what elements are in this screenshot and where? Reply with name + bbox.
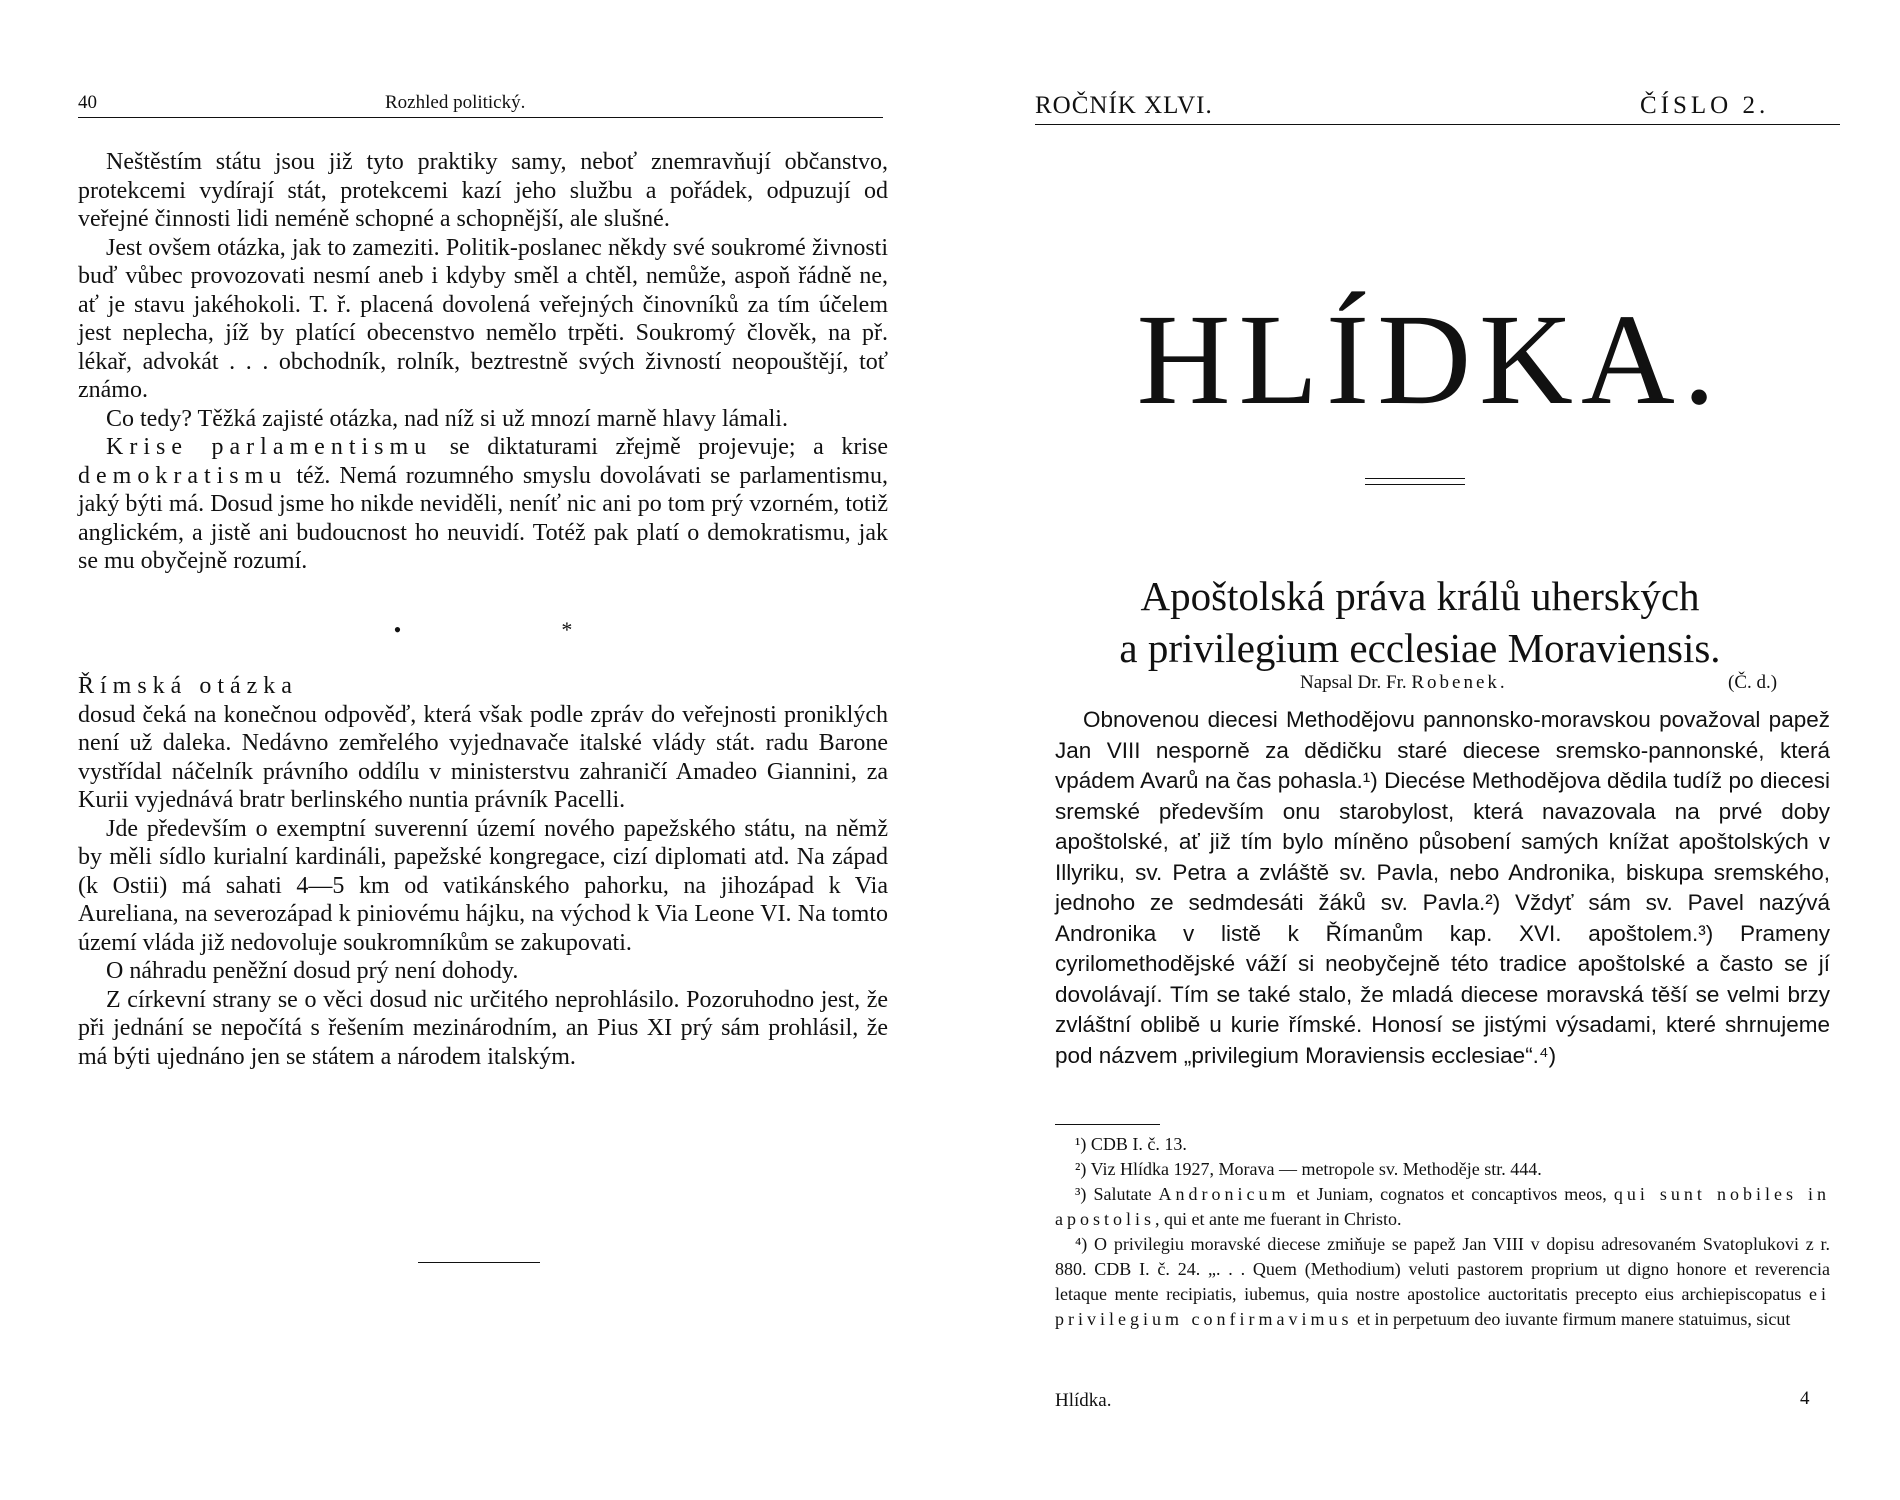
continuation-note: (Č. d.) [1728,672,1778,693]
article-title-line: Apoštolská práva králů uherských [1140,573,1700,619]
header-rule-right [1035,124,1840,125]
spaced-term: qui sunt nobiles in apostolis [1055,1184,1831,1229]
footnote-text: , qui et ante me fuerant in Christo. [1155,1209,1402,1229]
spaced-term: demokratismu [78,462,288,489]
footnote [1055,1232,1830,1332]
left-body [78,148,888,1071]
footnote-text: ³) Salutate [1075,1184,1159,1204]
dot-glyph: • [393,616,402,642]
paragraph: Z církevní strany se o věci dosud nic určitého neprohlásilo. Pozoruhodno jest, že při jednání se nepočítá s řešením mezinárodním, an Pius XI prý sám prohlásil, že má býti ujednáno jen se státem a národem italským. [78,986,888,1070]
article-title [1035,570,1805,674]
header-rule-left [78,117,883,118]
article-body [1055,705,1830,1071]
footnotes [1055,1132,1830,1332]
krise-text: se diktaturami zřejmě projevuje; a krise [432,434,888,460]
paragraph: Jest ovšem otázka, jak to zameziti. Politik-poslanec někdy své soukromé živnosti buď vůbec provozovati nesmí aneb i kdyby směl a chtěl, nemůže, aspoň řádně ne, ať je stavu jakéhokoli. T. ř. placená dovolená veřejných činovníků za tím účelem jest neplecha, jíž by platící obecenstvo nemělo trpěti. Soukromý člověk, na př. lékař, advokát . . . obchodník, rolník, beztrestně svých živností neopouštějí, toť známo. [78,234,888,403]
footnote: ¹) CDB I. č. 13. [1075,1134,1187,1154]
issue-header: ČÍSLO 2. [1640,92,1770,119]
masthead: HLÍDKA. [1136,288,1724,432]
paragraph: Neštěstím státu jsou již tyto praktiky samy, neboť znemravňují občanstvo, protekcemi vydírají stát, protekcemi kazí jeho službu a pořádek, odpuzují od veřejné činnosti lidi neméně schopné a schopnější, ale slušné. [78,149,888,232]
paragraph: Co tedy? Těžká zajisté otázka, nad níž si už mnozí marně hlavy lámali. [106,405,788,432]
paragraph: Jde především o exemptní suverenní území nového papežského státu, na němž by měli sídlo kurialní kardináli, papežské kongregace, cizí diplomati atd. Na západ (k Ostii) má sahati 4—5 km od vatikánského pahorku, na jihozápad k Via Aureliana, na severozápad k piniovému hájku, na východ k Via Leone VI. Na tomto území vláda již nedovoluje soukromníkům se zakupovati. [78,815,888,956]
author-prefix: Napsal Dr. Fr. [1300,672,1412,693]
volume-header: ROČNÍK XLVI. [1035,92,1213,119]
krise-text: též. Nemá rozumného smyslu dovolávati se parlamentismu, jaký býti má. Dosud jsme ho nikde neviděli, neníť nic ani po tom prý vzorném, totiž anglickém, a jistě ani budoucnost ho neuvidí. Totéž pak platí o demokratismu, jak se mu obyčejně rozumí. [78,462,888,574]
section-heading: Římská otázka [78,673,298,699]
krise-paragraph [78,433,888,576]
paragraph: dosud čeká na konečnou odpověď, která však podle zpráv do veřejnosti proniklých není už daleka. Nedávno zemřelého vyjednavače italské vlády stát. radu Barone vystřídal náčelník právního oddílu v ministerstvu zahraničí Amadeo Giannini, za Kurii vyjednává bratr berlinského nuntia právník Pacelli. [78,701,888,813]
article-title-line: a privilegium ecclesiae Moraviensis. [1119,625,1721,671]
author-name: Robenek. [1411,672,1508,693]
footnote-text: et in perpetuum deo iuvante firmum manere statuimus, sicut [1352,1309,1791,1329]
spaced-term: Krise parlamentismu [106,434,433,460]
spaced-term: ei privilegium confirmavimus [1055,1284,1830,1329]
footnote-text: et Juniam, cognatos et concaptivos meos, [1289,1184,1614,1204]
page-number-left: 40 [78,92,97,113]
section-divider [78,616,888,645]
author-line [1300,672,1508,694]
paragraph: Obnovenou diecesi Methodějovu pannonsko-moravskou považoval papež Jan VIII nesporně za dědičku staré diecese sremsko-pannonské, která vpádem Avarů na čas pohasla.¹) Diecése Methodějova dědila tudíž po diecesi sremské především onu starobylost, která navazovala na prvé doby apoštolské, ať již tím bylo míněno působení samých knížat apoštolských v Illyriku, sv. Petra a zvláště sv. Pavla, nebo Andronika, biskupa sremského, jednoho ze sedmdesáti žáků sv. Pavla.²) Vždyť sám sv. Pavel nazývá Andronika v listě k Římanům kap. XVI. apoštolem.³) Prameny cyrilomethodějské váží si neobyčejně této tradice apoštolské a často se jí dovolávají. Tím se také stalo, že mladá diecese moravská těší se velmi brzy zvláštní oblibě u kurie římské. Honosí se jistými výsadami, které shrnujeme pod názvem „privilegium Moraviensis ecclesiae“.⁴) [1055,707,1830,1068]
footnote [1055,1182,1830,1232]
spaced-term: Andronicum [1158,1184,1290,1204]
running-head: Rozhled politický. [385,92,526,113]
footnote: ²) Viz Hlídka 1927, Morava — metropole sv. Methoděje str. 444. [1075,1159,1542,1179]
footnote-text: ⁴) O privilegiu moravské diecese zmiňuje se papež Jan VIII v dopisu adresovaném Svatoplukovi z r. 880. CDB I. č. 24. „. . . Quem (Methodium) veluti pastorem proprium ut digno honore et reverencia letaque mente recipiatis, iubemus, quia nostre apostolice auctoritatis precepto eius archiepiscopatus [1055,1234,1830,1304]
signature-mark: Hlídka. [1055,1390,1112,1411]
footnote-rule [1055,1124,1160,1125]
signature-number: 4 [1800,1388,1810,1409]
double-rule [1365,478,1465,485]
paragraph: O náhradu peněžní dosud prý není dohody. [106,958,519,984]
end-rule [418,1262,540,1263]
star-icon: * [561,616,573,642]
